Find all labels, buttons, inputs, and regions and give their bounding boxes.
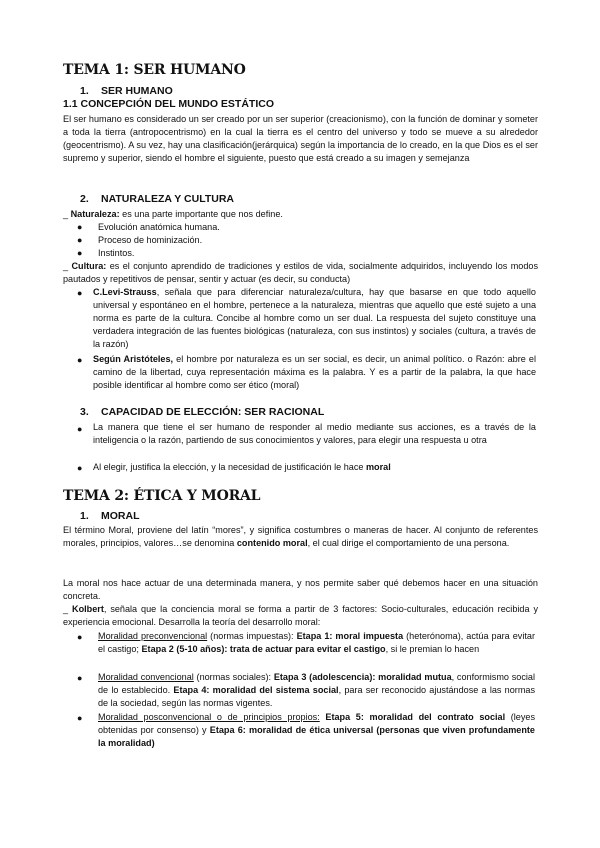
bullet-icon: ●: [77, 424, 83, 434]
bullet-icon: ●: [77, 288, 83, 298]
bullet-icon: ●: [77, 713, 83, 723]
kolbert-paragraph: _ Kolbert, señala que la conciencia moral se forma a partir de 3 factores: Socio-culturales, educación recibida y experiencia emocional. Desarrolla la teoría del desarrollo moral:: [63, 604, 539, 627]
moral-action-paragraph: La moral nos hace actuar de una determinada manera, y nos permite saber qué debemos hacer en una situación concreta.: [63, 578, 538, 601]
cultura-definition: _ Cultura: es el conjunto aprendido de tradiciones y estilos de vida, socialmente adquiridos, incluyendo los modos pautados y repetitivos de pensar, sentir y actuar (es decir, su conducta): [63, 261, 538, 284]
section-3-number: 3.: [80, 406, 89, 418]
bullet-icon: ●: [77, 463, 83, 473]
section-3-title: CAPACIDAD DE ELECCIÓN: SER RACIONAL: [101, 406, 325, 418]
section-2-title: NATURALEZA Y CULTURA: [101, 193, 234, 205]
bullet-icon: ●: [77, 222, 83, 232]
bullet-icon: ●: [77, 632, 83, 642]
moral-definition-paragraph: El término Moral, proviene del latín “mores”, y significa costumbres o maneras de hacer. Al conjunto de referentes morales, principios, valores…se denomina contenido moral, el cual dirige el comportamiento de una persona.: [63, 525, 538, 548]
naturaleza-item: Instintos.: [98, 248, 135, 258]
paragraph-creacionismo: El ser humano es considerado un ser creado por un ser superior (creacionismo), con la función de dominar y someter a toda la tierra (antropocentrismo) en la cual la tierra es el centro del universo y todo se mueve a su alrededor (geocentrismo). A su vez, hay una clasificación(jerárquica) según la importancia de lo creado, en la que Dios es el ser supremo y superior, siendo el hombre el siguiente, puesto que está creado a su imagen y semejanza: [63, 114, 538, 163]
levi-strauss-paragraph: C.Levi-Strauss, señala que para diferenciar naturaleza/cultura, hay que basarse en que todo aquello universal y espontáneo en el hombre, pertenece a la naturaleza, mientras que aquello que esté sujeto a una norma es parte de la cultura. Concibe al hombre como un ser dual. La respuesta del sujeto constituye una verdadera integración de las fuentes biológicas (naturaleza, con sus instintos) y sociales (cultura, a través de la razón): [93, 287, 536, 349]
moralidad-preconvencional: Moralidad preconvencional (normas impuestas): Etapa 1: moral impuesta (heterónoma), actúa para evitar el castigo; Etapa 2 (5-10 años): trata de actuar para evitar el castigo, si le premian lo hacen: [98, 631, 535, 654]
naturaleza-item: Evolución anatómica humana.: [98, 222, 220, 232]
bullet-icon: ●: [77, 248, 83, 258]
capacidad-item-2: Al elegir, justifica la elección, y la necesidad de justificación le hace moral: [93, 462, 391, 472]
section-2-number: 2.: [80, 193, 89, 205]
aristoteles-paragraph: Según Aristóteles, el hombre por naturaleza es un ser social, es decir, un animal político. o Razón: abre el camino de la libertad, cuya representación máxima es la palabra. Y es a partir de la palabra, la que hace posible identificar al hombre como ser ético (moral): [93, 354, 536, 390]
tema2-section-1-number: 1.: [80, 510, 89, 522]
bullet-icon: ●: [77, 235, 83, 245]
naturaleza-item: Proceso de hominización.: [98, 235, 203, 245]
naturaleza-definition: _ Naturaleza: es una parte importante que nos define.: [63, 209, 283, 219]
moralidad-posconvencional: Moralidad posconvencional o de principios propios: Etapa 5: moralidad del contrato social (leyes obtenidas por consenso) y Etapa 6: moralidad de ética universal (personas que viven profundamente la moralidad): [98, 712, 536, 748]
tema1-title: TEMA 1: SER HUMANO: [63, 62, 246, 78]
moralidad-convencional: Moralidad convencional (normas sociales): Etapa 3 (adolescencia): moralidad mutua, conformismo social de lo establecido. Etapa 4: moralidad del sistema social, para ser reconocido ajustándose a las normas de la sociedad, según las normas vigentes.: [98, 672, 535, 708]
tema2-section-1-title: MORAL: [101, 510, 140, 522]
capacidad-item-1: La manera que tiene el ser humano de responder al medio mediante sus acciones, es a través de la inteligencia o la razón, partiendo de sus conocimientos y valores, para elegir una respuesta u otra: [93, 422, 536, 445]
bullet-icon: ●: [77, 355, 83, 365]
tema2-title: TEMA 2: ÉTICA Y MORAL: [63, 488, 261, 504]
bullet-icon: ●: [77, 673, 83, 683]
section-1-1-title: 1.1 CONCEPCIÓN DEL MUNDO ESTÁTICO: [63, 98, 274, 110]
section-1-number: 1.: [80, 85, 89, 97]
section-1-title: SER HUMANO: [101, 85, 173, 97]
